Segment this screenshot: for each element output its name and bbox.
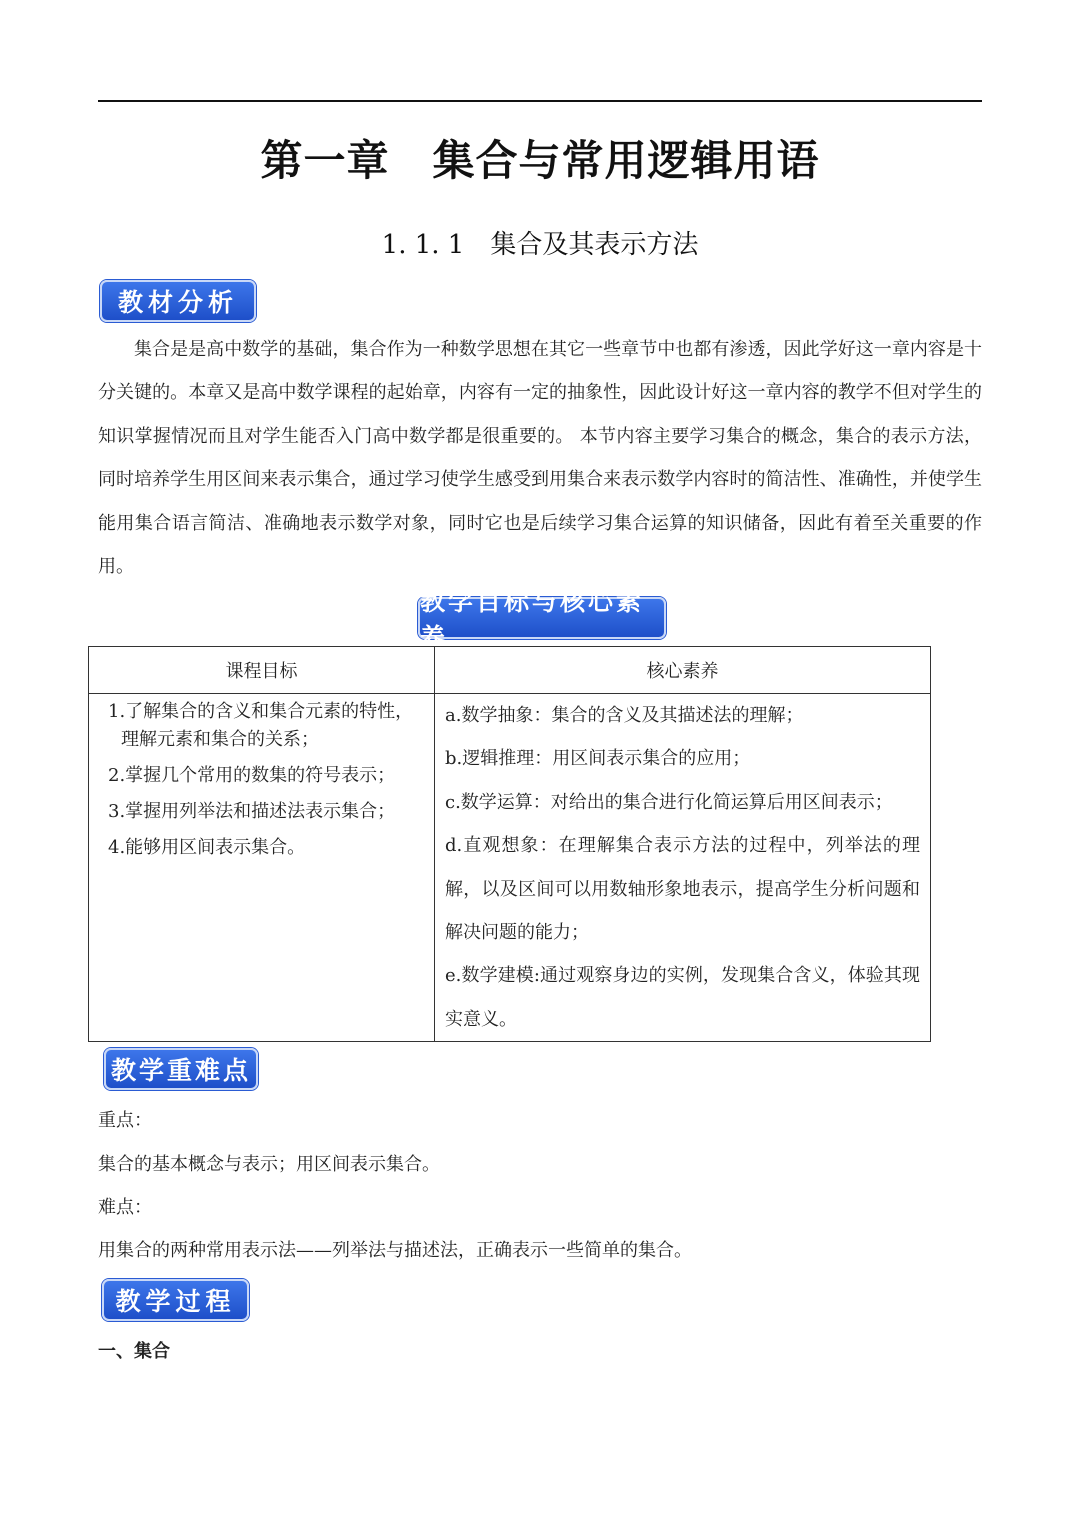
top-rule: [98, 100, 982, 102]
table-header-core: 核心素养: [435, 647, 931, 694]
table-header-goals: 课程目标: [89, 647, 435, 694]
core-item: a.数学抽象：集合的含义及其描述法的理解；: [445, 705, 804, 726]
process-heading: 一、集合: [98, 1341, 170, 1362]
difficult-point-text: 用集合的两种常用表示法——列举法与描述法，正确表示一些简单的集合。: [98, 1240, 692, 1261]
section-title: 1. 1. 1 集合及其表示方法: [381, 230, 699, 260]
goal-item: 2.掌握几个常用的数集的符号表示；: [108, 765, 396, 786]
goals-cell: [89, 694, 435, 1042]
badge-teaching-process: 教学过程: [102, 1279, 249, 1321]
chapter-title: 第一章 集合与常用逻辑用语: [260, 136, 820, 185]
core-item: e.数学建模:通过观察身边的实例，发现集合含义，体验其现实意义。: [445, 965, 920, 1030]
core-item: d.直观想象：在理解集合表示方法的过程中，列举法的理解，以及区间可以用数轴形象地表示，提高学生分析问题和解决问题的能力；: [445, 835, 920, 944]
core-item: c.数学运算：对给出的集合进行化简运算后用区间表示；: [445, 791, 893, 813]
analysis-paragraph: 集合是是高中数学的基础，集合作为一种数学思想在其它一些章节中也都有渗透，因此学好这一章内容是十分关键的。本章又是高中数学课程的起始章，内容有一定的抽象性，因此设计好这一章内容的教学不但对学生的知识掌握情况而且对学生能否入门高中数学都是很重要的。 本节内容主要学习集合的概念，集合的表示方法，同时培养学生用区间来表示集合，通过学习使学生感受到用集合来表示数学内容时的简洁性、准确性，并使学生能用集合语言简洁、准确地表示数学对象，同时它也是后续学习集合运算的知识储备，因此有着至关重要的作用。: [98, 339, 982, 578]
core-cell: [435, 694, 931, 1042]
badge-key-difficult-points: 教学重难点: [104, 1048, 258, 1090]
core-item: b.逻辑推理：用区间表示集合的应用；: [445, 748, 751, 770]
badge-goals-core-literacy: 教学目标与核心素养: [418, 597, 666, 639]
key-point-label: 重点：: [98, 1110, 152, 1131]
badge-textbook-analysis: 教材分析: [100, 280, 256, 322]
key-point-text: 集合的基本概念与表示；用区间表示集合。: [98, 1154, 440, 1175]
goal-item: 4.能够用区间表示集合。: [108, 837, 306, 858]
difficult-point-label: 难点：: [98, 1197, 152, 1218]
goal-item: 3.掌握用列举法和描述法表示集合；: [108, 801, 396, 822]
goals-table: [88, 646, 931, 1042]
goal-item: 1.了解集合的含义和集合元素的特性，理解元素和集合的关系；: [108, 701, 414, 750]
